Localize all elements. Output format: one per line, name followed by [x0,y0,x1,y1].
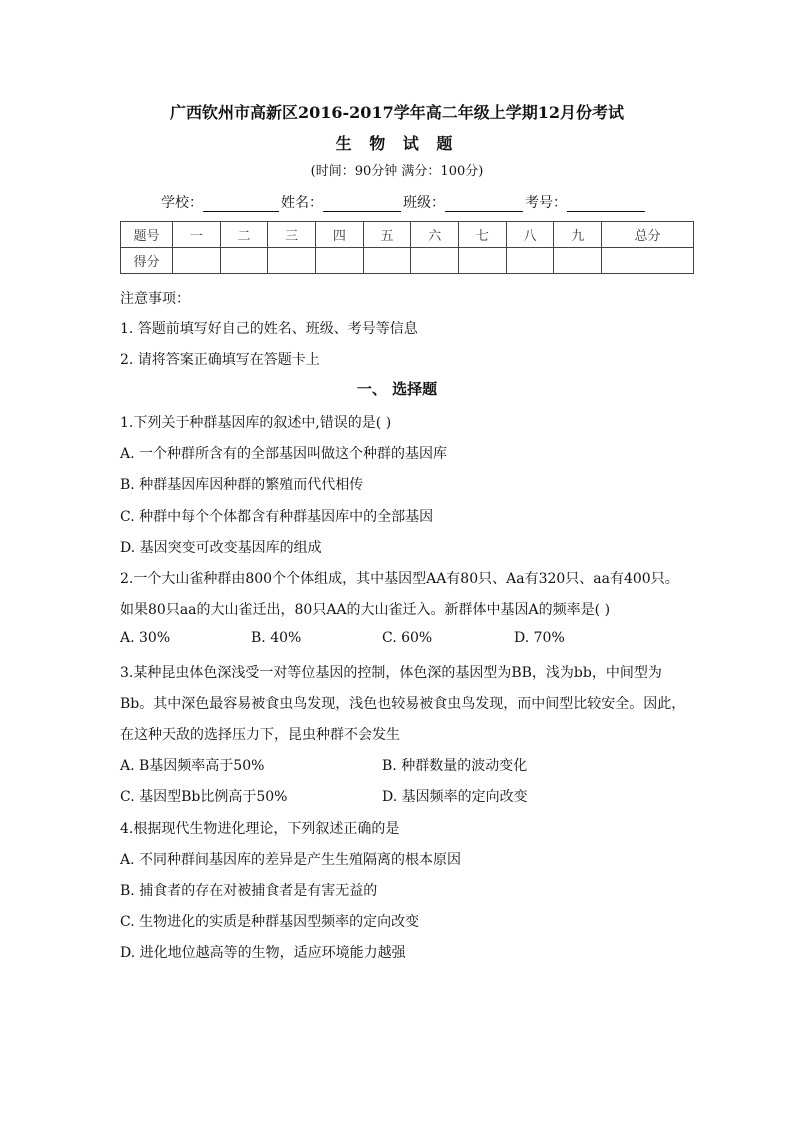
score-cell[interactable] [506,248,554,274]
table-cell: 六 [411,222,459,248]
table-cell: 题号 [121,222,173,248]
table-cell: 八 [506,222,554,248]
school-blank[interactable] [203,197,279,212]
question-2-option-d: D. 70% [514,630,565,646]
question-4-option-d: D. 进化地位越高等的生物，适应环境能力越强 [120,945,406,961]
question-3-option-b: B. 种群数量的波动变化 [382,758,528,774]
exam-subject: 生 物 试 题 [335,134,459,153]
section-title: 一、 选择题 [356,380,438,398]
question-3-stem-line: 3.某种昆虫体色深浅受一对等位基因的控制，体色深的基因型为BB，浅为bb，中间型为 [120,665,662,681]
question-2-option-a: A. 30% [120,630,171,646]
score-cell[interactable] [554,248,602,274]
table-cell: 二 [220,222,268,248]
table-cell: 得分 [121,248,173,274]
table-cell: 总分 [602,222,694,248]
name-blank[interactable] [323,197,401,212]
notes-title: 注意事项： [120,291,190,307]
question-3-stem-line: 在这种天敌的选择压力下，昆虫种群不会发生 [120,727,400,743]
class-blank[interactable] [445,197,523,212]
score-cell[interactable] [363,248,411,274]
class-label: 班级： [403,195,445,211]
score-cell[interactable] [602,248,694,274]
score-cell[interactable] [173,248,221,274]
question-1-option-b: B. 种群基因库因种群的繁殖而代代相传 [120,477,364,493]
score-table-header-row [121,222,694,248]
exam-number-blank[interactable] [567,197,645,212]
table-cell: 五 [363,222,411,248]
score-cell[interactable] [316,248,364,274]
question-4-option-b: B. 捕食者的存在对被捕食者是有害无益的 [120,883,378,899]
student-info-row [161,192,647,212]
score-cell[interactable] [220,248,268,274]
note-item: 2. 请将答案正确填写在答题卡上 [120,352,320,368]
time-info: (时间：90分钟 满分：100分) [310,164,484,179]
table-cell: 三 [268,222,316,248]
question-3-option-a: A. B基因频率高于50% [120,758,265,774]
name-label: 姓名： [281,195,323,211]
question-1-stem: 1.下列关于种群基因库的叙述中,错误的是( ) [120,415,392,431]
question-3-stem-line: Bb。其中深色最容易被食虫鸟发现，浅色也较易被食虫鸟发现，而中间型比较安全。因此， [120,696,686,712]
question-2-option-c: C. 60% [382,630,433,646]
question-1-option-c: C. 种群中每个个体都含有种群基因库中的全部基因 [120,509,434,525]
question-3-option-d: D. 基因频率的定向改变 [382,789,528,805]
table-cell: 一 [173,222,221,248]
question-2-stem-line: 如果80只aa的大山雀迁出，80只AA的大山雀迁入。新群体中基因A的频率是( ) [120,602,611,618]
note-item: 1. 答题前填写好自己的姓名、班级、考号等信息 [120,321,418,337]
school-label: 学校： [161,195,203,211]
table-cell: 七 [459,222,507,248]
question-2-option-b: B. 40% [251,630,302,646]
score-table [120,221,694,274]
exam-number-label: 考号： [525,195,567,211]
question-1-option-d: D. 基因突变可改变基因库的组成 [120,540,322,556]
score-table-score-row [121,248,694,274]
question-1-option-a: A. 一个种群所含有的全部基因叫做这个种群的基因库 [120,446,448,462]
score-cell[interactable] [411,248,459,274]
exam-title: 广西钦州市高新区2016-2017学年高二年级上学期12月份考试 [170,103,624,122]
question-4-stem: 4.根据现代生物进化理论，下列叙述正确的是 [120,821,400,837]
question-4-option-a: A. 不同种群间基因库的差异是产生生殖隔离的根本原因 [120,852,462,868]
table-cell: 四 [316,222,364,248]
question-2-stem-line: 2.一个大山雀种群由800个个体组成，其中基因型AA有80只、Aa有320只、aa有400只。 [120,571,679,587]
question-4-option-c: C. 生物进化的实质是种群基因型频率的定向改变 [120,914,420,930]
table-cell: 九 [554,222,602,248]
question-3-option-c: C. 基因型Bb比例高于50% [120,789,288,805]
score-cell[interactable] [268,248,316,274]
score-cell[interactable] [459,248,507,274]
